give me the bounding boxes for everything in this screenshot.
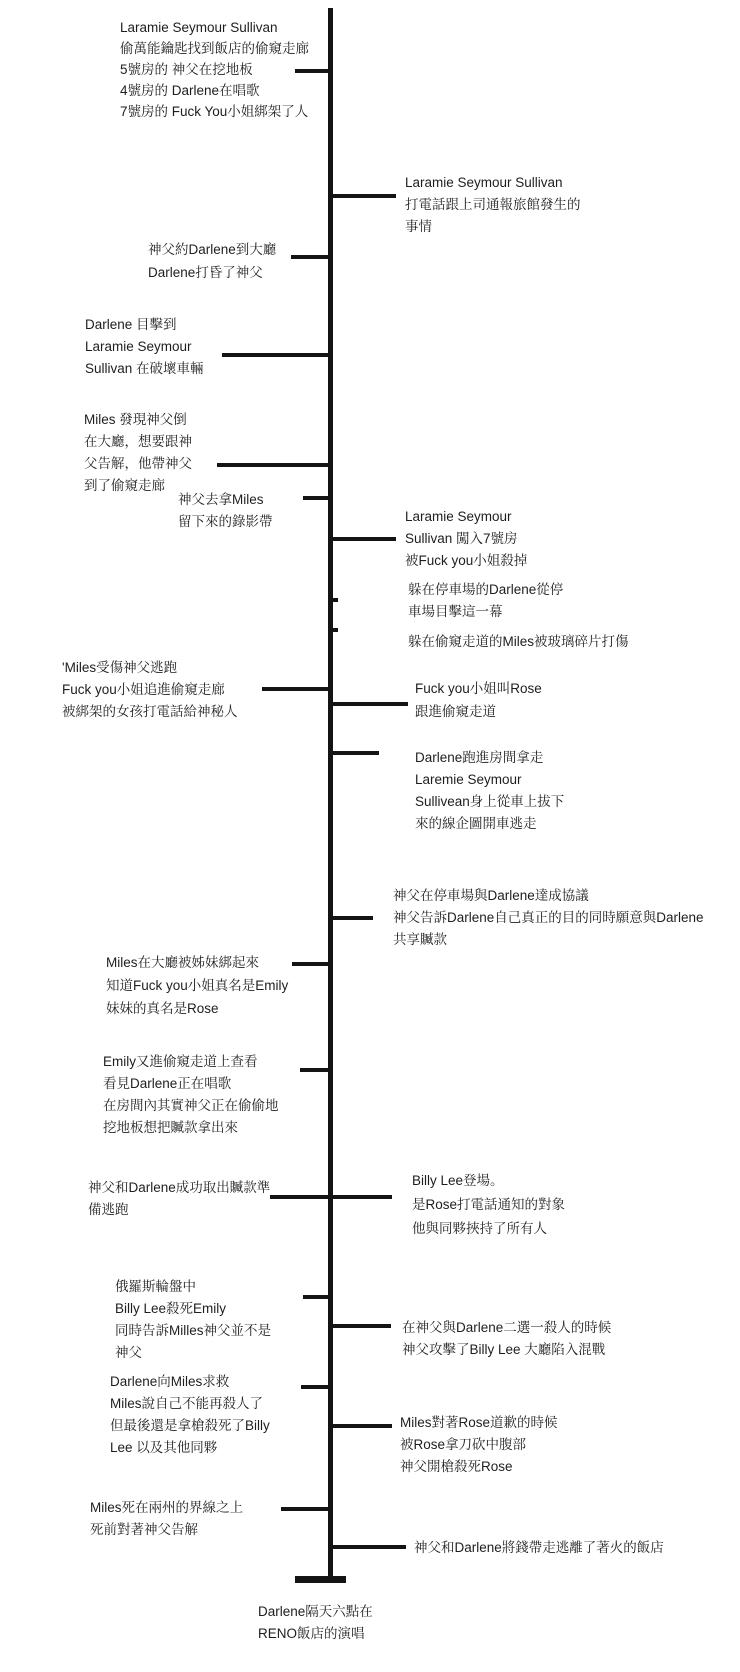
tick-miles-tied-up <box>292 962 333 966</box>
tick-lobby-knockout <box>291 255 333 259</box>
tick-rose-stabs-miles <box>329 1424 392 1428</box>
event-note-darlene-car-escape: Darlene跑進房間拿走 Laremie Seymour Sullivean身上從車上拔下 來的線企圖開車逃走 <box>415 750 565 831</box>
event-note-lobby-brawl: 在神父與Darlene二選一殺人的時候 神父攻擊了Billy Lee 大廳陷入混戰 <box>402 1320 612 1357</box>
event-note-russian-roulette: 俄羅斯輪盤中 Billy Lee殺死Emily 同時告訴Milles神父並不是 神父 <box>115 1279 272 1360</box>
tick-money-retrieved-billy-lee <box>270 1195 392 1199</box>
event-note-rose-stabs-miles: Miles對著Rose道歉的時候 被Rose拿刀砍中腹部 神父開槍殺死Rose <box>400 1415 558 1474</box>
event-note-call-boss: Laramie Seymour Sullivan 打電話跟上司通報旅館發生的 事情 <box>405 175 581 234</box>
tick-miles-glass-hurt <box>329 628 338 632</box>
timeline-spine <box>328 8 333 1582</box>
event-note-hotel-rooms-overview: Laramie Seymour Sullivan 偷萬能鑰匙找到飯店的偷窺走廊 5號房的 神父在挖地板 4號房的 Darlene在唱歌 7號房的 Fuck You小姐綁架了人 <box>120 20 309 119</box>
tick-miles-finds-priest <box>217 463 333 467</box>
tick-russian-roulette <box>303 1295 333 1299</box>
event-note-miles-kills-billy: Darlene向Miles求救 Miles說自己不能再殺人了 但最後還是拿槍殺死了Billy Lee 以及其他同夥 <box>110 1374 270 1455</box>
event-note-billy-lee-arrives: Billy Lee登場。 是Rose打電話通知的對象 他與同夥挾持了所有人 <box>412 1173 566 1236</box>
tick-rose-follows <box>329 702 408 706</box>
tick-sullivan-killed <box>329 537 396 541</box>
event-note-miles-finds-priest: Miles 發現神父倒 在大廳，想要跟神 父告解，他帶神父 到了偷窺走廊 <box>84 412 192 493</box>
tick-parking-lot-deal <box>329 916 373 920</box>
event-note-miles-tied-up: Miles在大廳被姊妹綁起來 知道Fuck you小姐真名是Emily 妹妹的真名是Rose <box>106 955 289 1016</box>
tick-lobby-brawl <box>329 1324 391 1328</box>
event-note-rose-follows: Fuck you小姐叫Rose 跟進偷窺走道 <box>415 681 542 719</box>
event-note-miles-priest-flee: 'Miles受傷神父逃跑 Fuck you小姐追進偷窺走廊 被綁架的女孩打電話給神秘人 <box>62 660 238 719</box>
tick-darlene-sees-murder <box>329 598 338 602</box>
tick-miles-kills-billy <box>301 1385 333 1389</box>
tick-call-boss <box>329 194 396 198</box>
event-note-sullivan-killed: Laramie Seymour Sullivan 闖入7號房 被Fuck you小姐殺掉 <box>405 509 528 568</box>
event-note-priest-gets-tape: 神父去拿Miles 留下來的錄影帶 <box>178 492 273 529</box>
tick-emily-peeks <box>300 1068 333 1072</box>
event-note-emily-peeks: Emily又進偷窺走道上查看 看見Darlene正在唱歌 在房間內其實神父正在偷偷地 挖地板想把贓款拿出來 <box>103 1054 279 1135</box>
event-note-miles-glass-hurt: 躲在偷窺走道的Miles被玻璃碎片打傷 <box>408 634 629 649</box>
tick-darlene-witness <box>222 353 333 357</box>
event-note-darlene-sees-murder: 躲在停車場的Darlene從停 車場目擊這一幕 <box>408 582 564 619</box>
tick-miles-priest-flee <box>262 687 333 691</box>
timeline-endcap <box>295 1576 346 1583</box>
tick-darlene-car-escape <box>329 751 379 755</box>
event-note-parking-lot-deal: 神父在停車場與Darlene達成協議 神父告訴Darlene自己真正的目的同時願意與Darlene 共享贓款 <box>393 888 704 947</box>
tick-miles-dies <box>281 1507 333 1511</box>
event-note-escape-fire: 神父和Darlene將錢帶走逃離了著火的飯店 <box>414 1540 664 1555</box>
event-note-lobby-knockout: 神父約Darlene到大廳 Darlene打昏了神父 <box>148 242 277 280</box>
event-note-money-retrieved: 神父和Darlene成功取出贓款準 備逃跑 <box>88 1180 271 1217</box>
tick-escape-fire <box>329 1545 406 1549</box>
tick-priest-gets-tape <box>303 496 333 500</box>
event-note-miles-dies: Miles死在兩州的界線之上 死前對著神父告解 <box>90 1500 244 1537</box>
footer-note: Darlene隔天六點在 RENO飯店的演唱 <box>258 1604 373 1641</box>
event-note-darlene-witness: Darlene 目擊到 Laramie Seymour Sullivan 在破壞車輛 <box>85 317 204 376</box>
